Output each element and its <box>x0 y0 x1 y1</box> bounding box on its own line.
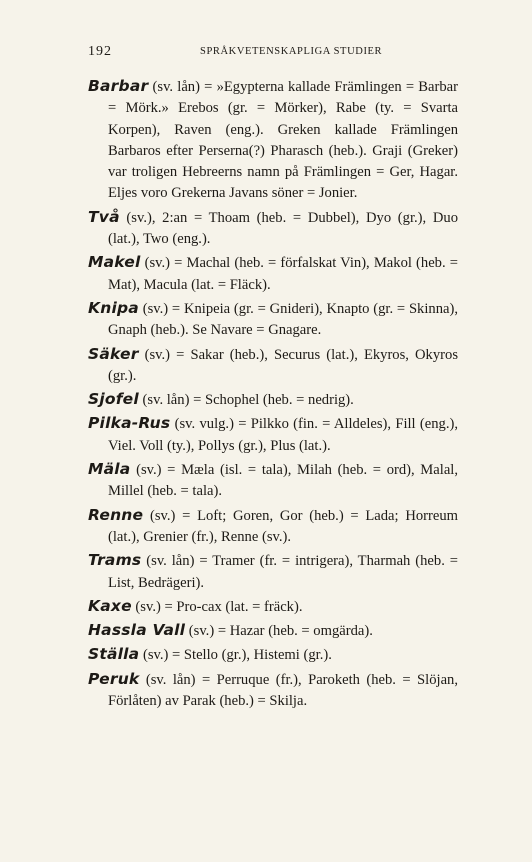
entry <box>88 252 458 296</box>
entry-text: (sv. lån) = »Egypterna kallade Främlingen = Barbar = Mörk.» Erebos (gr. = Mörker), Rabe (ty. = Svarta Korpen), Raven (eng.). Greken kallade Främlingen Barbaros efter Perserna(?) Pharasch (heb.). Graji (Greker) var troligen Hebreerns namn på Främlingen = Ger, Hagar. Eljes voro Grekerna Javans söner = Jonier. <box>108 79 458 202</box>
entry <box>88 550 458 594</box>
entry-text: (sv. lån) = Perruque (fr.), Paroketh (heb. = Slöjan, Förlåten) av Parak (heb.) = Skilja. <box>108 671 458 710</box>
entry <box>88 459 458 503</box>
entry-headword: Mäla <box>88 460 131 479</box>
entry <box>88 505 458 549</box>
entry-text: (sv.) = Machal (heb. = förfalskat Vin), Makol (heb. = Mat), Macula (lat. = Fläck). <box>108 255 458 293</box>
entry-text: (sv.) = Stello (gr.), Histemi (gr.). <box>139 647 332 664</box>
entry-text: (sv.) = Pro-cax (lat. = fräck). <box>131 598 303 615</box>
entry <box>88 620 458 642</box>
entry <box>88 207 458 251</box>
entry-headword: Peruk <box>88 669 140 688</box>
entry <box>88 76 458 205</box>
entry <box>88 596 458 618</box>
entry-headword: Pilka-Rus <box>88 414 171 433</box>
entry-text: (sv.) = Knipeia (gr. = Gnideri), Knapto (gr. = Skinna), Gnaph (heb.). Se Navare = Gnagare. <box>108 300 458 339</box>
page-number: 192 <box>88 44 112 59</box>
entry <box>88 413 458 457</box>
entry <box>88 644 458 666</box>
entry-headword: Ställa <box>88 645 140 664</box>
dictionary-entries <box>88 76 458 714</box>
entry-text: (sv.) = Sakar (heb.), Securus (lat.), Ekyros, Okyros (gr.). <box>108 346 458 384</box>
entry-headword: Sjofel <box>88 390 139 409</box>
entry-headword: Makel <box>88 253 141 272</box>
entry-headword: Trams <box>88 551 142 570</box>
entry-text: (sv. lån) = Schophel (heb. = nedrig). <box>138 392 354 409</box>
entry-headword: Barbar <box>88 77 149 95</box>
entry-text: (sv.) = Hazar (heb. = omgärda). <box>185 623 373 640</box>
entry-headword: Hassla Vall <box>88 621 186 640</box>
entry <box>88 298 458 342</box>
entry-headword: Renne <box>88 505 144 524</box>
entry <box>88 344 458 388</box>
entry-text: (sv.) = Mæla (isl. = tala), Milah (heb. = ord), Malal, Millel (heb. = tala). <box>108 462 458 500</box>
entry-text: (sv.), 2:an = Thoam (heb. = Dubbel), Dyo (gr.), Duo (lat.), Two (eng.). <box>108 209 458 248</box>
entry-headword: Knipa <box>88 298 139 317</box>
running-title: SPRÅKVETENSKAPLIGA STUDIER <box>200 46 383 57</box>
entry-text: (sv. lån) = Tramer (fr. = intrigera), Tharmah (heb. = List, Bedrägeri). <box>108 553 458 591</box>
entry-text: (sv. vulg.) = Pilkko (fin. = Alldeles), Fill (eng.), Viel. Voll (ty.), Pollys (gr.), Plus (lat.). <box>108 416 458 454</box>
entry <box>88 389 458 411</box>
entry <box>88 669 458 713</box>
entry-text: (sv.) = Loft; Goren, Gor (heb.) = Lada; Horreum (lat.), Grenier (fr.), Renne (sv.). <box>108 507 458 545</box>
entry-headword: Säker <box>88 344 139 363</box>
entry-headword: Kaxe <box>88 596 132 615</box>
page-header <box>88 44 458 62</box>
entry-headword: Två <box>88 207 120 226</box>
